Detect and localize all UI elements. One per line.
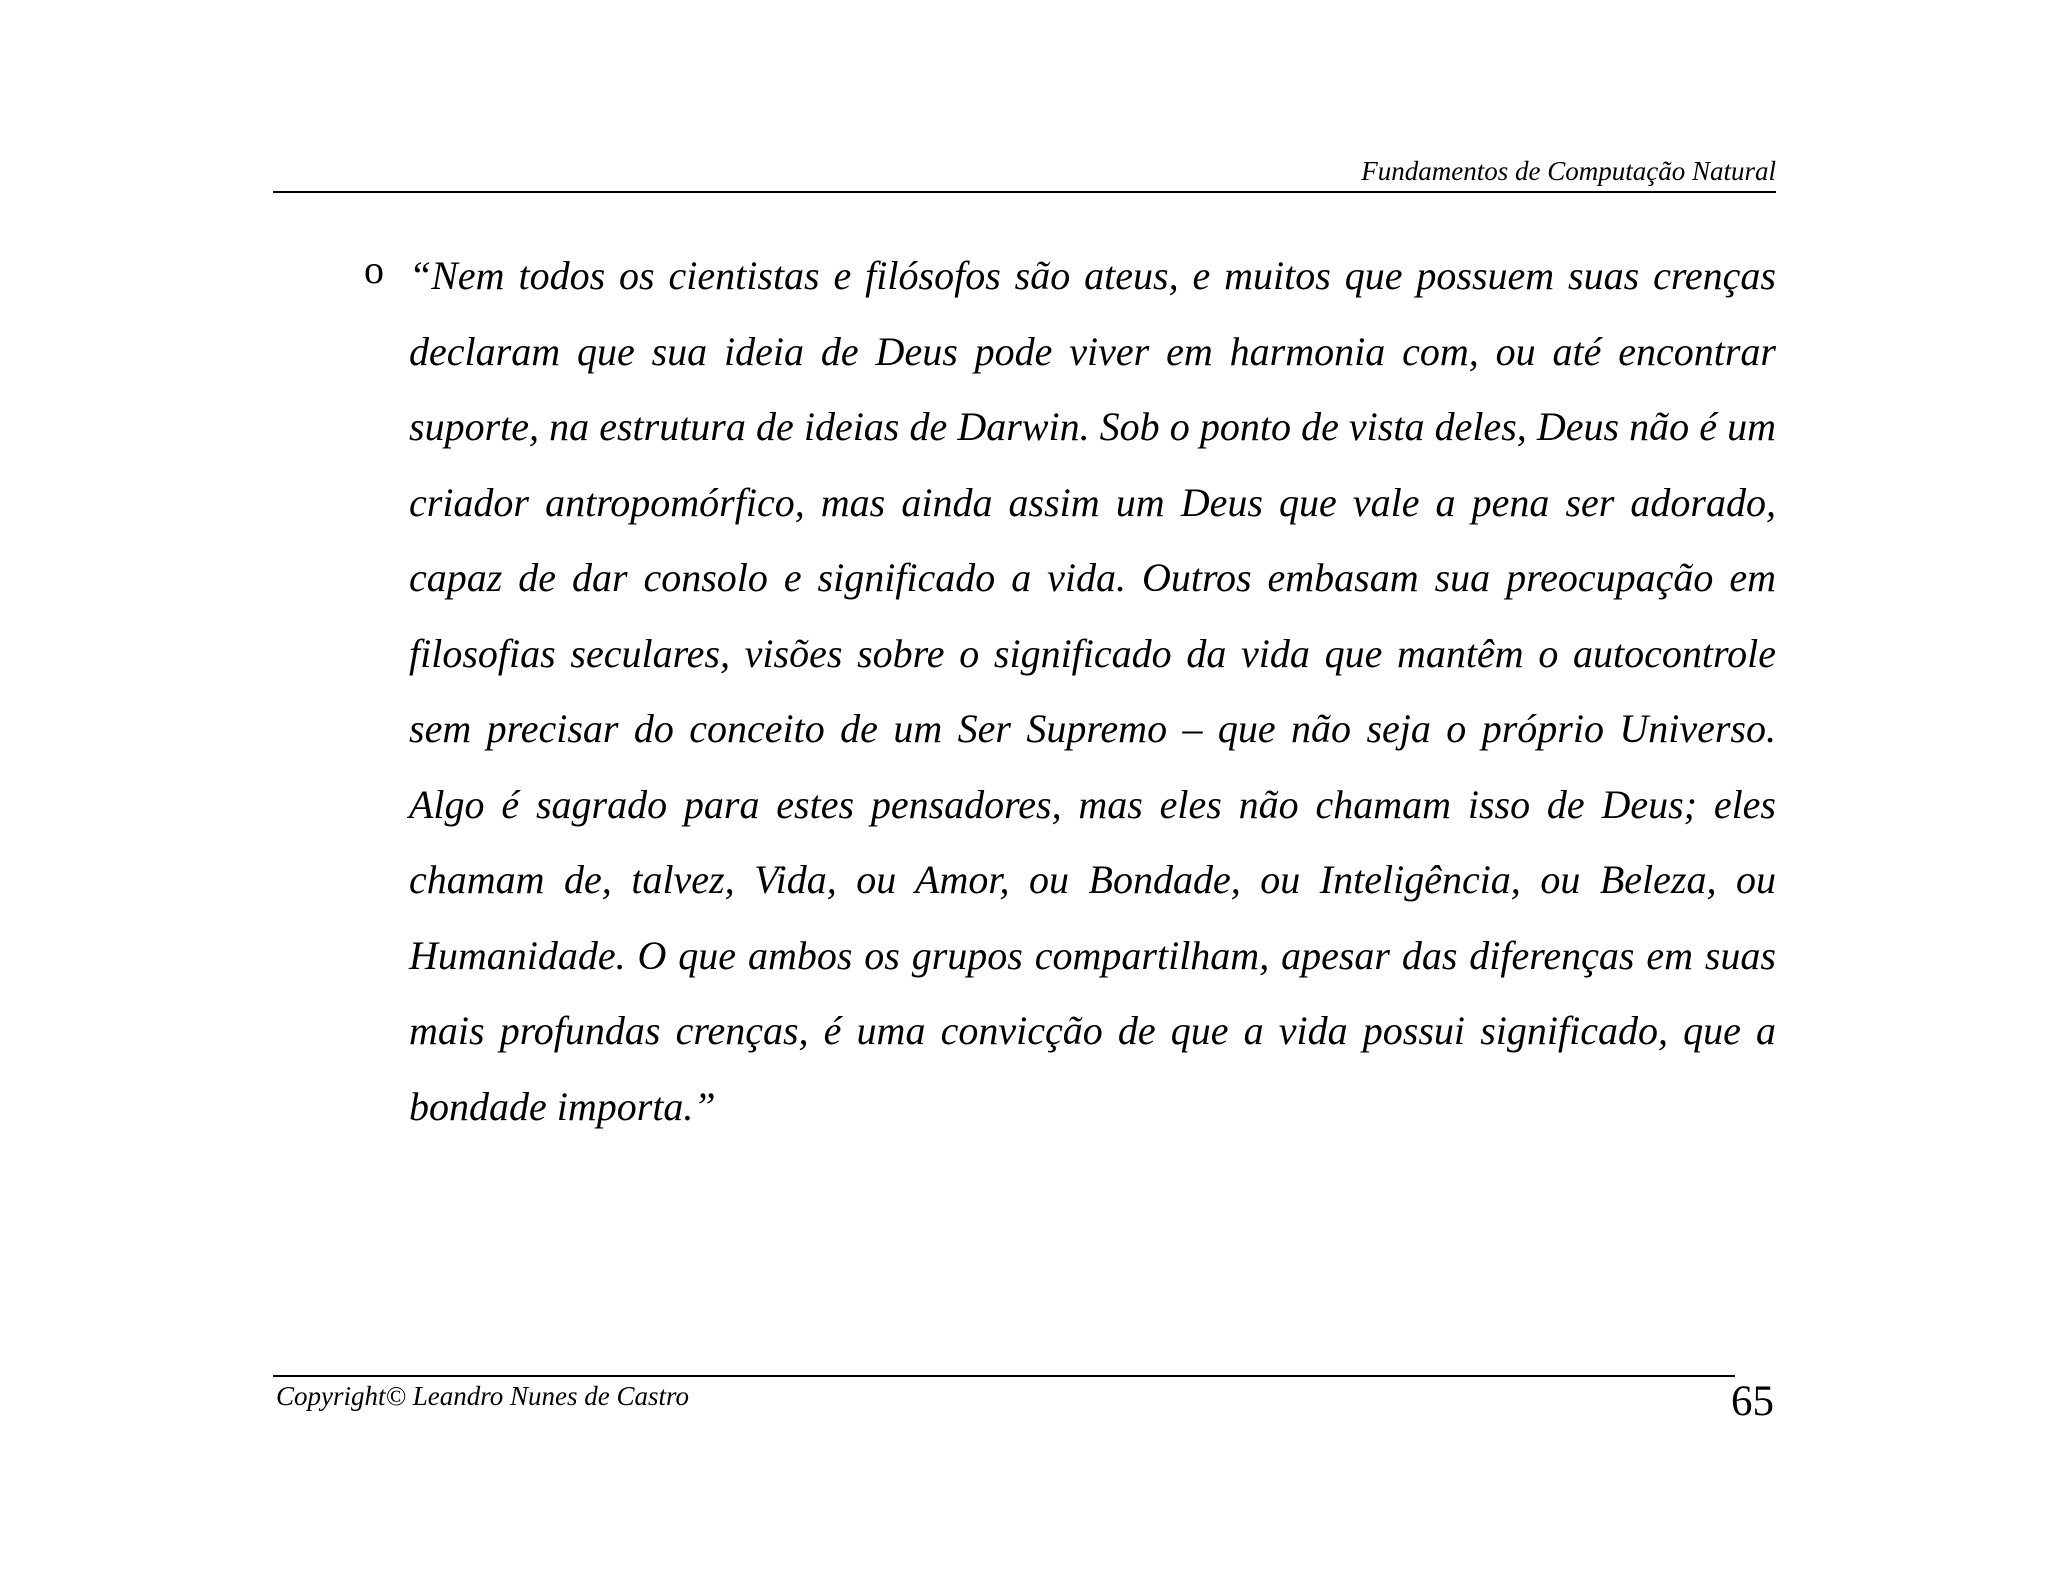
running-header-title: Fundamentos de Computação Natural bbox=[1361, 156, 1776, 186]
copyright-notice: Copyright© Leandro Nunes de Castro bbox=[276, 1381, 690, 1411]
footer-divider bbox=[273, 1375, 1735, 1377]
bullet-marker: o bbox=[364, 247, 384, 292]
page-number: 65 bbox=[1731, 1378, 1774, 1425]
quote-paragraph: “Nem todos os cientistas e filósofos são ateus, e muitos que possuem suas crenças declaram que sua ideia de Deus pode viver em harmonia com, ou até encontrar suporte, na estrutura de ideias de Darwin. Sob o ponto de vista deles, Deus não é um criador antropomórfico, mas ainda assim um Deus que vale a pena ser adorado, capaz de dar consolo e significado a vida. Outros embasam sua preocupação em filosofias seculares, visões sobre o significado da vida que mantêm o autocontrole sem precisar do conceito de um Ser Supremo – que não seja o próprio Universo. Algo é sagrado para estes pensadores, mas eles não chamam isso de Deus; eles chamam de, talvez, Vida, ou Amor, ou Bondade, ou Inteligência, ou Beleza, ou Humanidade. O que ambos os grupos compartilham, apesar das diferenças em suas mais profundas crenças, é uma convicção de que a vida possui significado, que a bondade importa.” bbox=[409, 253, 1776, 1129]
header-divider bbox=[273, 191, 1776, 193]
